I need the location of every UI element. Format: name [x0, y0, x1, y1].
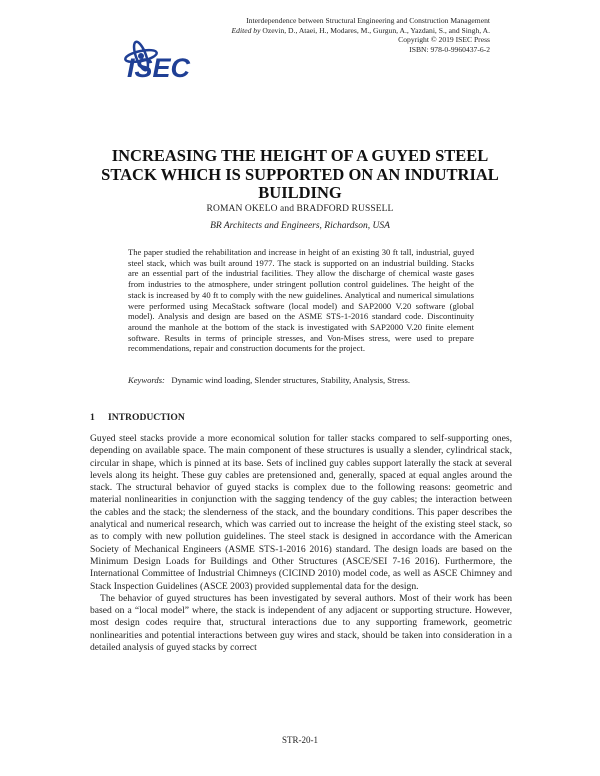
keywords — [128, 375, 474, 386]
isec-logo-text: ISEC — [127, 53, 191, 82]
header-copyright: Copyright © 2019 ISEC Press — [398, 35, 490, 45]
keywords-list: Dynamic wind loading, Slender structures, Stability, Analysis, Stress. — [171, 375, 410, 385]
paper-title: INCREASING THE HEIGHT OF A GUYED STEEL STACK WHICH IS SUPPORTED ON AN INDUTRIAL BUILDING — [101, 146, 499, 202]
body-text — [90, 433, 512, 654]
keywords-label: Keywords: — [128, 375, 165, 385]
editors: Ozevin, D., Ataei, H., Modares, M., Gurgun, A., Yazdani, S., and Singh, A. — [260, 25, 490, 35]
header-line-2 — [190, 26, 490, 36]
paragraph: Guyed steel stacks provide a more economical solution for taller stacks compared to self-supporting ones, depending on available space. The main component of these structures is usually a slender, cylindrical stack, circular in shape, which is pinned at its base. Sets of inclined guy cables support laterally the stack at several levels along its height. These guy cables are pretensioned and, generally, spaced at equal angles around the stack. The structural behavior of guyed stacks is complex due to the following reasons: geometric and material nonlinearities in conjunction with the sagging tendency of the guy cables; the interaction between the cables and the stack; the slenderness of the stack, and the boundary conditions. This paper describes the analytical and numerical research, which was carried out to increase the height of the existing steel stack, so as to comply with new pollution guidelines. The steel stack is designed in accordance with the American Society of Mechanical Engineers (ASME STS-1-2016 2016) standard. The design loads are based on the Minimum Design Loads for Buildings and Other Structures (ASCE/SEI 7-16 2016). Furthermore, the International Committee of Industrial Chimneys (CICIND 2010) model code, as well as ASCE Chimney and Stack Inspection Guidelines (ASCE 2003) provided supplemental data for the design. — [90, 433, 512, 592]
proceedings-header — [190, 16, 490, 54]
abstract: The paper studied the rehabilitation and increase in height of an existing 30 ft tall, industrial, guyed steel stack, which was built around 1977. The stack is supported on an industrial building. Stacks are an essential part of the industrial facilities. They allow the discharge of chemical waste gases from industries to the atmosphere, under stringent pollution control guidelines. The height of the stack is increased by 40 ft to comply with the new guidelines. Analytical and numerical simulations were performed using MecaStack software (local model) and SAP2000 V.20 software (global model). Analysis and design are based on the ASME STS-1-2016 standard code. Discontinuity around the manhole at the bottom of the stack is investigated with SAP2000 V.20 finite element software. Results in terms of principle stresses, and Von-Mises stress, were used to prepare recommendations, repair and construction documents for the project. — [128, 247, 474, 354]
authors: ROMAN OKELO and BRADFORD RUSSELL — [206, 204, 394, 214]
section-number: 1 — [90, 412, 95, 423]
edited-by-label: Edited by — [231, 25, 261, 35]
header-line-1: Interdependence between Structural Engineering and Construction Management — [246, 16, 490, 25]
paragraph: The behavior of guyed structures has been investigated by several authors. Most of their work has been based on a “local model” where, the stack is independent of any adjacent or supporting structure. However, most design codes require that, structural interactions due to any supporting framework, geometric nonlinearities and potential interactions between guy wires and stack, should be taken into consideration in a detailed analysis of guyed stacks by correct — [90, 592, 512, 654]
header-isbn: ISBN: 978-0-9960437-6-2 — [409, 44, 490, 54]
section-heading — [90, 412, 185, 423]
affiliation: BR Architects and Engineers, Richardson, USA — [210, 221, 390, 231]
section-title: INTRODUCTION — [108, 412, 185, 423]
page-footer: STR-20-1 — [282, 735, 318, 745]
